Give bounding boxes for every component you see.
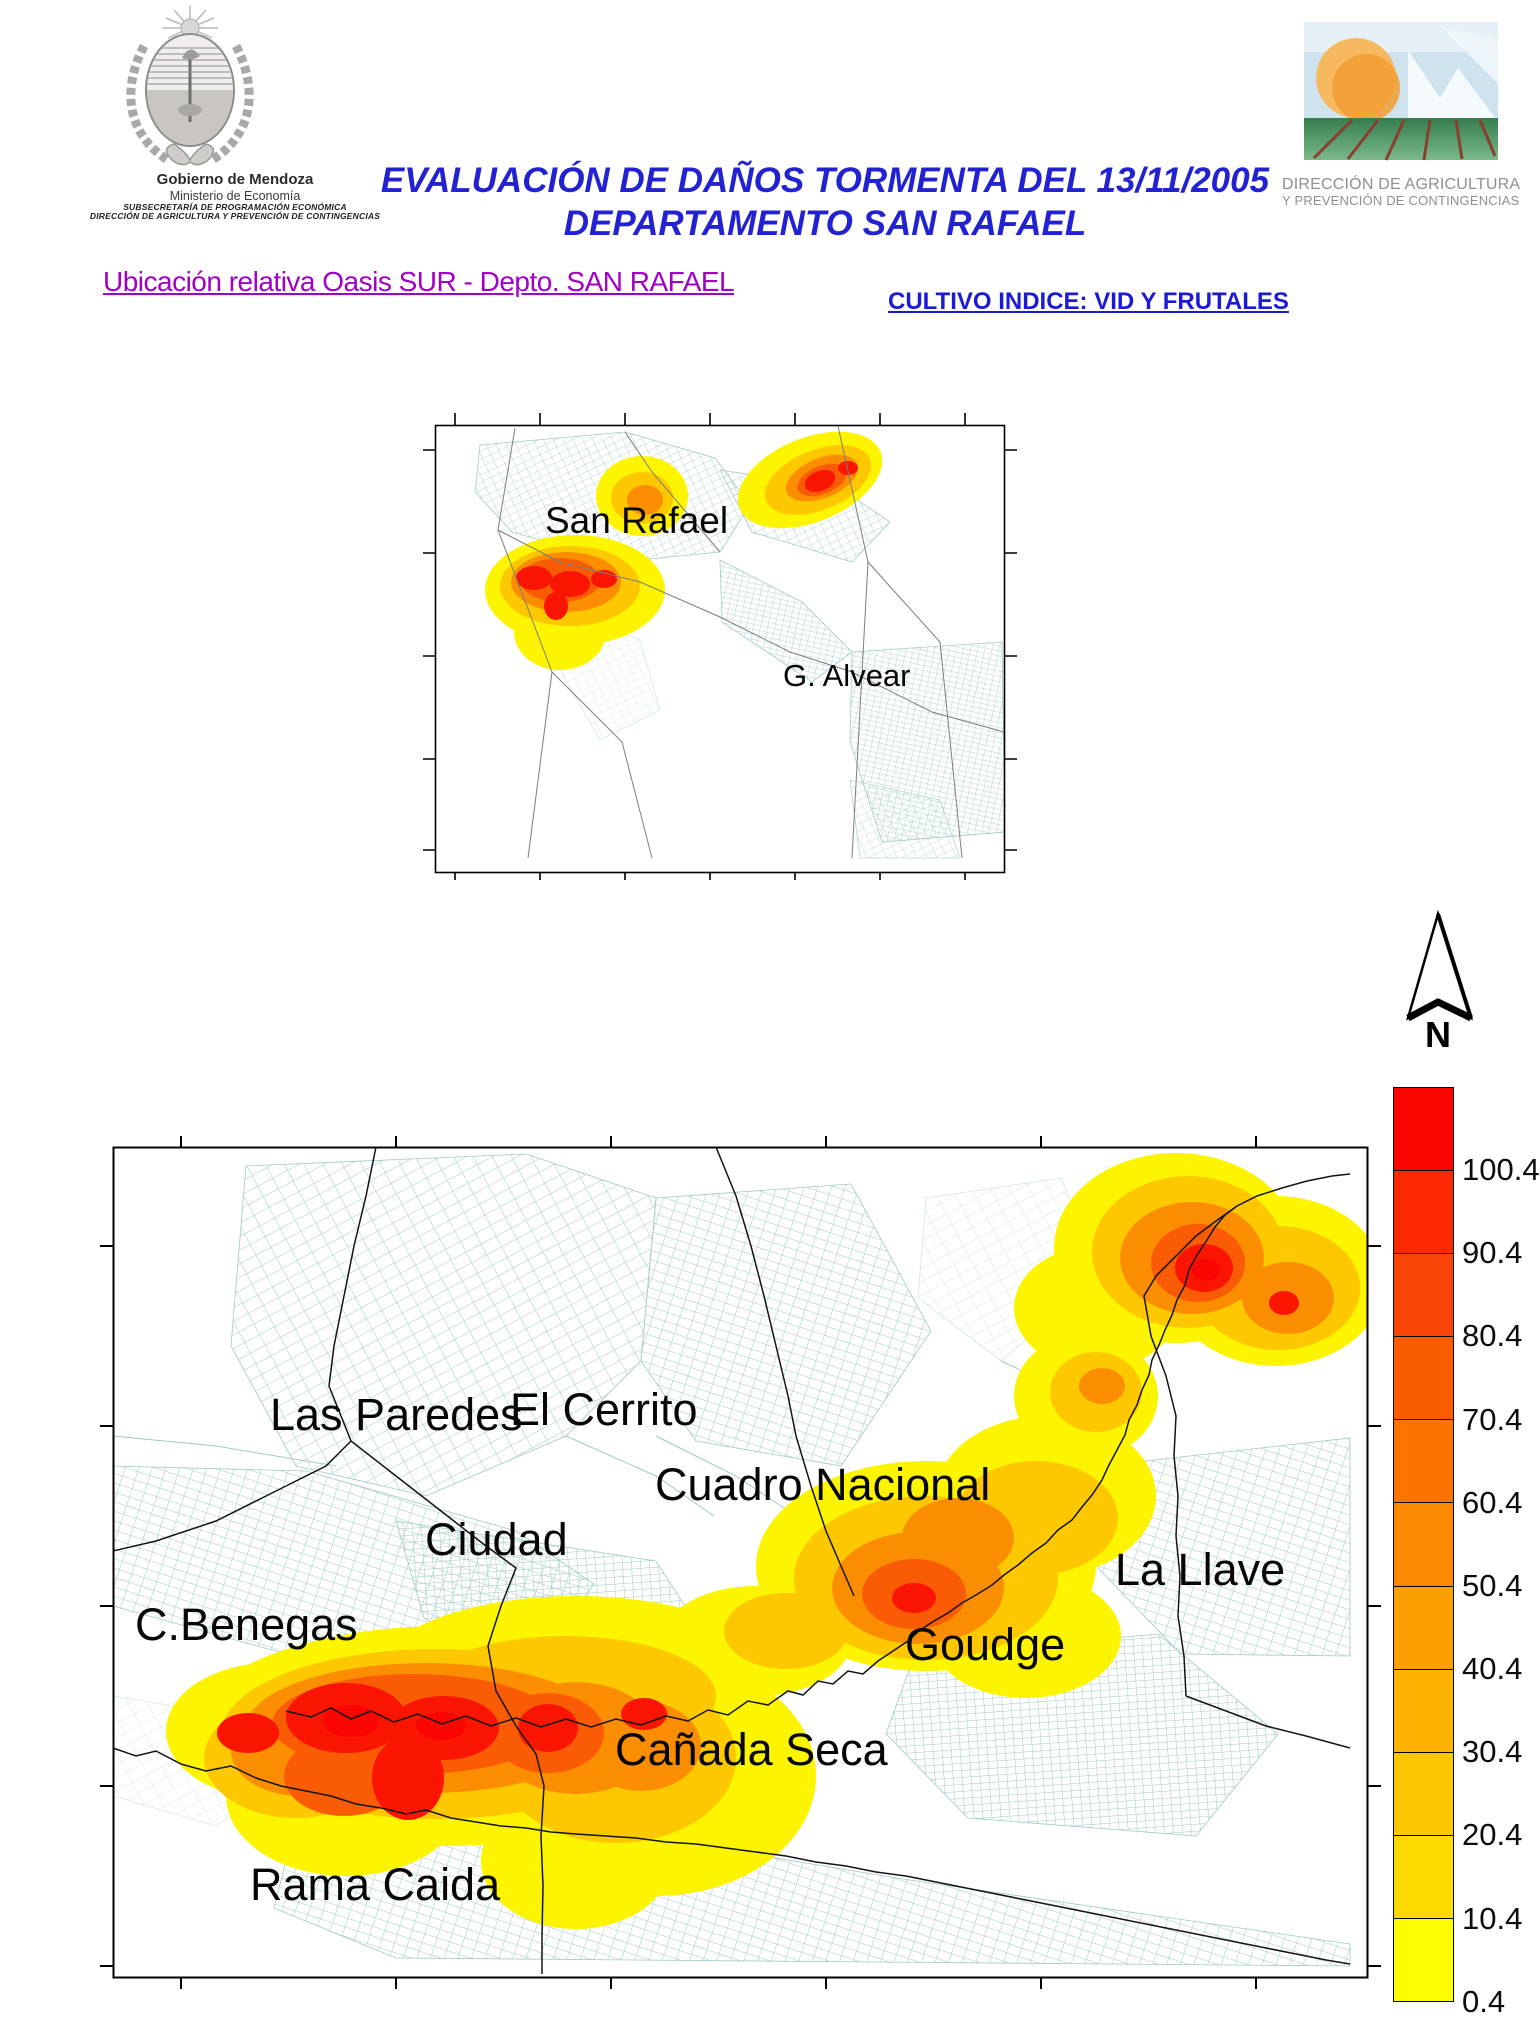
map-label-ciudad: Ciudad (425, 1514, 568, 1565)
legend-value: 10.4 (1462, 1901, 1523, 1936)
agency-line-1: DIRECCIÓN DE AGRICULTURA (1282, 176, 1521, 193)
subtitle-crop-index: CULTIVO INDICE: VID Y FRUTALES (888, 288, 1289, 315)
map-label-c-benegas: C.Benegas (135, 1599, 358, 1650)
gov-name: Gobierno de Mendoza (156, 171, 314, 188)
map-label-goudge: Goudge (905, 1619, 1066, 1670)
map-label-canada-seca: Cañada Seca (615, 1724, 888, 1775)
agency-line-2: Y PREVENCIÓN DE CONTINGENCIAS (1282, 193, 1520, 209)
north-arrow (1398, 908, 1488, 1055)
page-title (320, 160, 1330, 245)
map-label-rama-caida: Rama Caida (250, 1859, 501, 1910)
legend-value: 100.4 (1462, 1152, 1540, 1187)
north-label: N (1425, 1014, 1451, 1055)
agriculture-direction-logo (1290, 6, 1512, 178)
gov-ministry: Ministerio de Economía (169, 188, 301, 203)
map-label-las-paredes: Las Paredes (270, 1389, 523, 1440)
subtitle-location: Ubicación relativa Oasis SUR - Depto. SAN RAFAEL (103, 266, 735, 297)
legend-segment (1394, 1170, 1453, 1253)
legend-segment (1394, 1918, 1453, 2001)
damage-map (96, 1136, 1388, 1996)
map-label-el-cerrito: El Cerrito (510, 1384, 698, 1435)
title-line-2: DEPARTAMENTO SAN RAFAEL (563, 203, 1087, 243)
gov-direction: DIRECCIÓN DE AGRICULTURA Y PREVENCIÓN DE CONTINGENCIAS (89, 211, 381, 222)
overview-map (420, 410, 1020, 880)
mendoza-coat-of-arms-logo (110, 2, 270, 170)
legend-value: 50.4 (1462, 1568, 1523, 1603)
legend-value: 0.4 (1462, 1984, 1506, 2019)
legend-value: 60.4 (1462, 1485, 1523, 1520)
legend-segment (1394, 1336, 1453, 1419)
ribbon-bow (166, 144, 213, 165)
legend-segment (1394, 1752, 1453, 1835)
legend-value: 90.4 (1462, 1235, 1523, 1270)
legend-value: 70.4 (1462, 1402, 1523, 1437)
overview-label-san-rafael: San Rafael (545, 500, 729, 541)
legend-segment (1394, 1502, 1453, 1585)
legend-segment (1394, 1669, 1453, 1752)
title-line-1: EVALUACIÓN DE DAÑOS TORMENTA DEL 13/11/2005 (380, 161, 1270, 200)
legend-value: 80.4 (1462, 1318, 1523, 1353)
map-label-la-llave: La Llave (1115, 1544, 1286, 1595)
agency-caption (1282, 176, 1540, 209)
legend-color-bar (1393, 1087, 1454, 2002)
legend-value: 30.4 (1462, 1734, 1523, 1769)
legend-segment (1394, 1419, 1453, 1502)
legend-segment (1394, 1088, 1453, 1170)
map-label-cuadro-nacional: Cuadro Nacional (655, 1459, 991, 1510)
legend-segment (1394, 1835, 1453, 1918)
overview-label-g-alvear: G. Alvear (783, 658, 911, 693)
legend-value: 40.4 (1462, 1651, 1523, 1686)
legend-value: 20.4 (1462, 1817, 1523, 1852)
gov-subsecretary: SUBSECRETARÍA DE PROGRAMACIÓN ECONÓMICA (123, 201, 347, 212)
legend-segment (1394, 1586, 1453, 1669)
legend-segment (1394, 1253, 1453, 1336)
